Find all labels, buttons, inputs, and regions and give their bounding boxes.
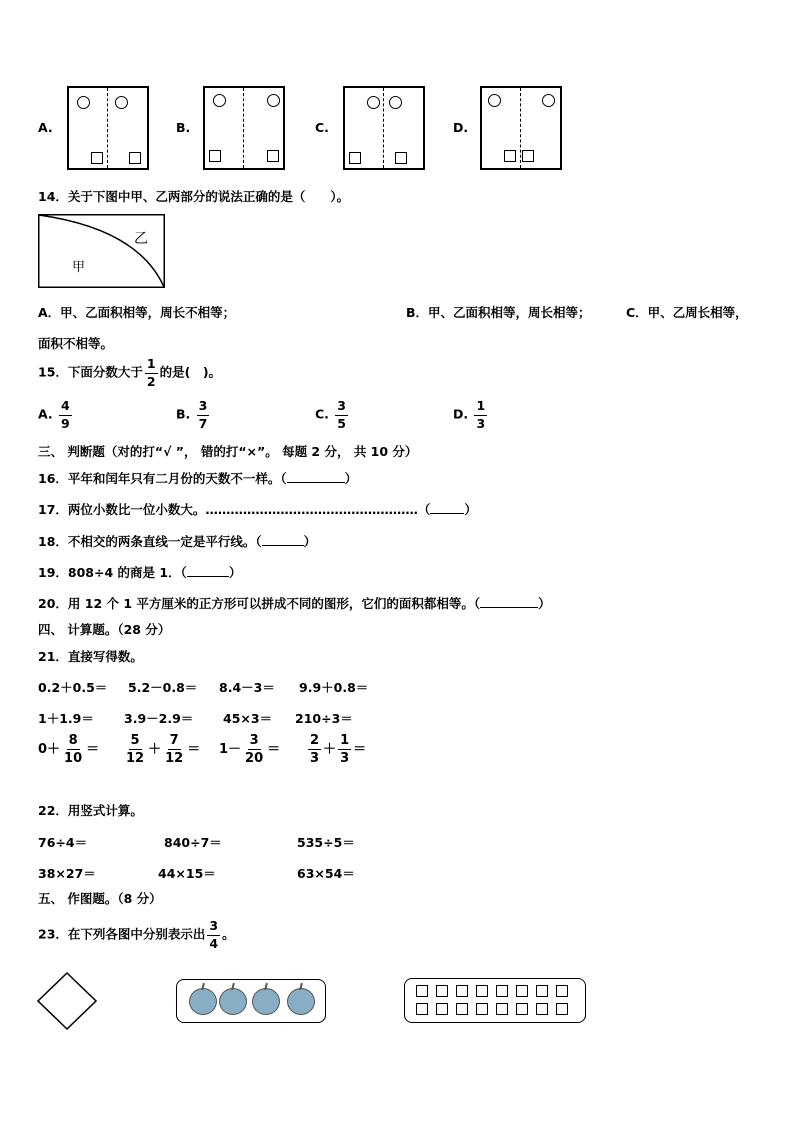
- q17: 17．两位小数比一位小数大。……………………………………………（ ）: [38, 502, 477, 517]
- q22-r2-e1: 38×27＝: [38, 866, 96, 881]
- q19-answer-blank[interactable]: [187, 564, 229, 577]
- q23-diamond-figure[interactable]: [37, 972, 97, 1030]
- q16-answer-blank[interactable]: [287, 470, 345, 483]
- q15-option-d: D. $\frac{1}{3}$: [453, 398, 486, 431]
- q21-r2-e1: 1＋1.9＝: [38, 711, 94, 726]
- section-3-title: 三、 判断题（对的打“√ ”， 错的打“×”。 每题 2 分， 共 10 分）: [38, 444, 418, 459]
- q13-option-b-label: B.: [176, 120, 191, 135]
- q21-r1-e1: 0.2＋0.5＝: [38, 680, 108, 695]
- apple-icon: [219, 988, 247, 1015]
- q21-r1-e4: 9.9＋0.8＝: [299, 680, 369, 695]
- q13-option-d-figure: [480, 86, 562, 170]
- q15-option-b: B. $\frac{3}{7}$: [176, 398, 208, 431]
- q21-r3-e4: $\frac{2}{3}$ ＋ $\frac{1}{3}$ ＝: [310, 733, 367, 766]
- section-4-title: 四、 计算题。（28 分）: [38, 622, 171, 637]
- apple-icon: [189, 988, 217, 1015]
- q13-option-b-figure: [203, 86, 285, 170]
- q21-r2-e4: 210÷3＝: [295, 711, 353, 726]
- q13-option-c-label: C.: [315, 120, 329, 135]
- q15-stem-fraction: $\frac{1}{2}$: [146, 356, 156, 389]
- apple-icon: [287, 988, 315, 1015]
- q13-option-a-label: A.: [38, 120, 53, 135]
- section-5-title: 五、 作图题。（8 分）: [38, 891, 162, 906]
- q22-r2-e2: 44×15＝: [158, 866, 216, 881]
- q22-r1-e2: 840÷7＝: [164, 835, 222, 850]
- q14-curve-diagram: [38, 214, 165, 288]
- q21-stem: 21．直接写得数。: [38, 649, 143, 664]
- q21-r2-e3: 45×3＝: [223, 711, 273, 726]
- q23-apples-figure[interactable]: [176, 979, 326, 1023]
- q14-option-c: C．甲、乙周长相等，: [626, 305, 748, 320]
- q21-r3-e1: 0＋ $\frac{8}{10}$ ＝: [38, 733, 100, 766]
- q14-figure: [38, 214, 165, 288]
- q22-r2-e3: 63×54＝: [297, 866, 355, 881]
- q15-stem-pre: 15．下面分数大于: [38, 364, 143, 380]
- q18-answer-blank[interactable]: [262, 533, 304, 546]
- q22-stem: 22．用竖式计算。: [38, 803, 143, 818]
- q15-option-c: C. $\frac{3}{5}$: [315, 398, 346, 431]
- q14-option-c-cont: 面积不相等。: [38, 336, 114, 351]
- q19: 19．808÷4 的商是 1．（ ）: [38, 565, 242, 580]
- q22-r1-e3: 535÷5＝: [297, 835, 355, 850]
- q21-r1-e2: 5.2－0.8＝: [128, 680, 198, 695]
- q13-option-c-figure: [343, 86, 425, 170]
- q14-label-yi: 乙: [134, 231, 148, 247]
- q21-r3-e2: $\frac{5}{12}$ ＋ $\frac{7}{12}$ ＝: [126, 733, 201, 766]
- q23-squares-figure[interactable]: [404, 978, 586, 1023]
- apple-icon: [252, 988, 280, 1015]
- q15-option-a: A. $\frac{4}{9}$: [38, 398, 70, 431]
- q13-option-d-label: D.: [453, 120, 469, 135]
- q15-stem: [38, 358, 221, 388]
- q14-stem: 14．关于下图中甲、乙两部分的说法正确的是（ ）。: [38, 189, 350, 204]
- q14-option-a: A．甲、乙面积相等，周长不相等；: [38, 305, 236, 320]
- q14-label-jia: 甲: [72, 260, 86, 275]
- q15-stem-post: 的是( )。: [159, 364, 222, 380]
- q22-r1-e1: 76÷4＝: [38, 835, 88, 850]
- q21-r1-e3: 8.4－3＝: [219, 680, 275, 695]
- q21-r3-e3: 1－ $\frac{3}{20}$ ＝: [219, 733, 281, 766]
- q20: 20．用 12 个 1 平方厘米的正方形可以拼成不同的图形，它们的面积都相等。（ ）: [38, 596, 551, 611]
- q23-stem: 23．在下列各图中分别表示出 $\frac{3}{4}$ 。: [38, 918, 235, 951]
- q13-option-a-figure: [67, 86, 149, 170]
- q21-r2-e2: 3.9－2.9＝: [124, 711, 194, 726]
- q14-option-b: B．甲、乙面积相等，周长相等；: [406, 305, 591, 320]
- q16: 16．平年和闰年只有二月份的天数不一样。（ ）: [38, 471, 358, 486]
- q18: 18．不相交的两条直线一定是平行线。（ ）: [38, 534, 317, 549]
- q20-answer-blank[interactable]: [480, 595, 538, 608]
- q17-answer-blank[interactable]: [430, 501, 464, 514]
